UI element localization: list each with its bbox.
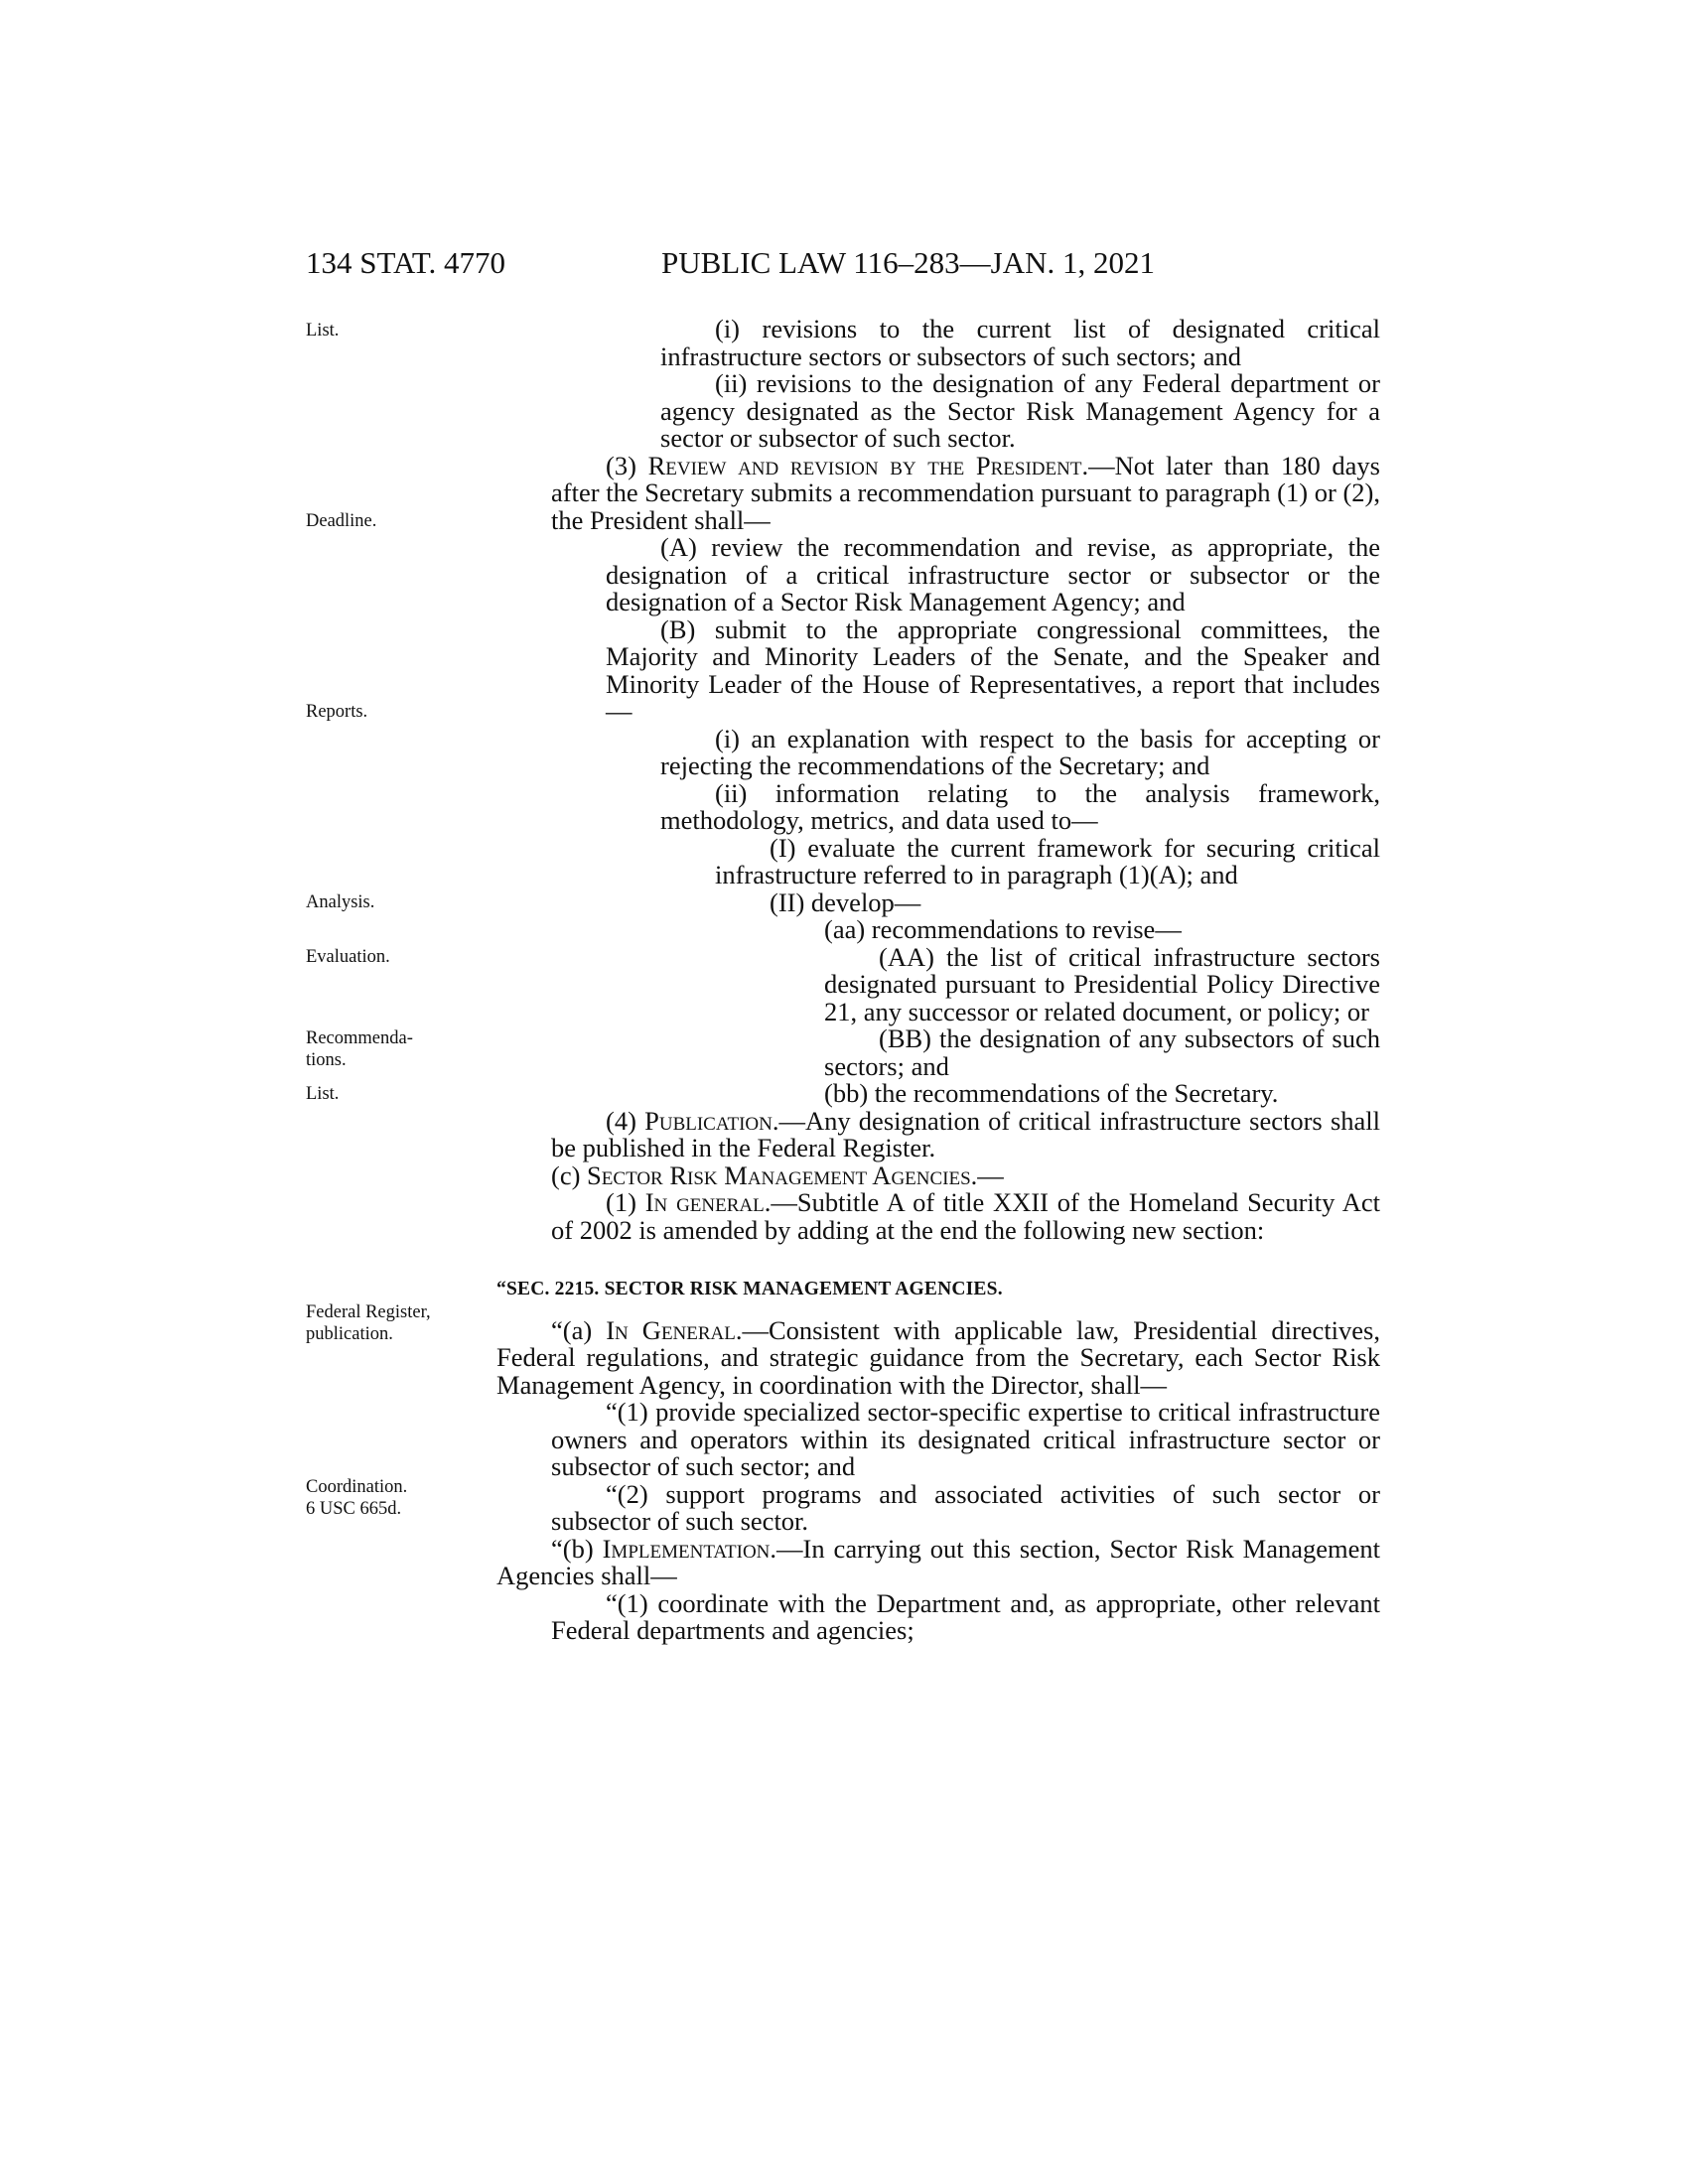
section-a-paragraph-2: “(2) support programs and associated activities of such sector or subsector of such sector.	[551, 1478, 1380, 1536]
section-subsection-b-number: “(b)	[551, 1533, 603, 1564]
page-law-title: PUBLIC LAW 116–283—JAN. 1, 2021	[661, 245, 1155, 280]
paragraph-3-number: (3)	[606, 450, 648, 480]
subsection-c	[551, 1162, 1380, 1190]
margin-note-recommendations: Recommenda- tions.	[306, 1028, 413, 1070]
margin-note-analysis: Analysis.	[306, 892, 375, 912]
section-subsection-b-text: —In carrying out this section, Sector Risk Management Agencies shall—	[496, 1533, 1380, 1590]
margin-note-federal-register: Federal Register, publication.	[306, 1302, 431, 1344]
subitem-AA: (AA) the list of critical infrastructure sectors designated pursuant to Presidential Policy Directive 21, any successor or related document, or policy; or	[824, 941, 1380, 1026]
paragraph-c1-number: (1)	[606, 1187, 645, 1217]
margin-note-reports: Reports.	[306, 702, 368, 722]
clause-3B-i: (i) an explanation with respect to the basis for accepting or rejecting the recommendations of the Secretary; and	[660, 723, 1380, 780]
subsection-c-number: (c)	[551, 1160, 588, 1190]
margin-note-coordination: Coordination. 6 USC 665d.	[306, 1477, 408, 1519]
paragraph-3-heading: Review and revision by the President.	[647, 450, 1089, 480]
paragraph-c1	[551, 1189, 1380, 1244]
margin-note-deadline: Deadline.	[306, 511, 377, 531]
subclause-I: (I) evaluate the current framework for securing critical infrastructure referred to in paragraph (1)(A); and	[715, 832, 1380, 889]
statute-body	[496, 316, 1380, 1645]
paragraph-4	[551, 1105, 1380, 1162]
margin-note-list-2: List.	[306, 1084, 340, 1104]
clause-b2-ii: (ii) revisions to the designation of any Federal department or agency designated as the Sector Risk Management Agency for a sector or subsector of such sector.	[660, 368, 1380, 453]
subitem-BB: (BB) the designation of any subsectors of such sectors; and	[824, 1024, 1380, 1081]
margin-note-list: List.	[306, 321, 340, 341]
subsection-c-text: —	[977, 1160, 1004, 1190]
page-stat-number: 134 STAT. 4770	[306, 245, 506, 280]
paragraph-c1-text: —Subtitle A of title XXII of the Homeland Security Act of 2002 is amended by adding at the end the following new section:	[551, 1187, 1380, 1245]
section-b-paragraph-1: “(1) coordinate with the Department and, as appropriate, other relevant Federal departments and agencies;	[551, 1587, 1380, 1645]
clause-b2-i: (i) revisions to the current list of designated critical infrastructure sectors or subsectors of such sectors; and	[660, 314, 1380, 371]
section-2215-heading: “SEC. 2215. SECTOR RISK MANAGEMENT AGENCIES.	[496, 1279, 1003, 1299]
subsection-c-heading: Sector Risk Management Agencies.	[587, 1160, 978, 1190]
paragraph-4-text: —Any designation of critical infrastructure sectors shall be published in the Federal Register.	[551, 1105, 1380, 1162]
section-a-paragraph-1: “(1) provide specialized sector-specific expertise to critical infrastructure owners and operators within its designated critical infrastructure sector or subsector of such sector; and	[551, 1397, 1380, 1481]
section-subsection-b	[496, 1533, 1380, 1590]
item-bb: (bb) the recommendations of the Secretary.	[824, 1078, 1279, 1108]
margin-note-evaluation: Evaluation.	[306, 947, 390, 967]
item-aa: (aa) recommendations to revise—	[824, 914, 1182, 944]
subclause-II: (II) develop—	[770, 887, 921, 917]
section-subsection-a-heading: In General.	[606, 1314, 743, 1345]
paragraph-3-text: —Not later than 180 days after the Secretary submits a recommendation pursuant to paragraph (1) or (2), the President shall—	[551, 450, 1380, 535]
section-subsection-a-number: “(a)	[551, 1314, 607, 1345]
section-subsection-a-text: —Consistent with applicable law, Presidential directives, Federal regulations, and strategic guidance from the Secretary, each Sector Risk Management Agency, in coordination with the Director, shall—	[496, 1314, 1380, 1400]
section-subsection-b-heading: Implementation.	[602, 1533, 777, 1564]
section-subsection-a	[496, 1314, 1380, 1400]
paragraph-c1-heading: In general.	[644, 1187, 772, 1217]
paragraph-4-heading: Publication.	[644, 1105, 779, 1136]
subparagraph-3B: (B) submit to the appropriate congressional committees, the Majority and Minority Leaders of the Senate, and the Speaker and Minority Leader of the House of Representatives, a report that includes—	[606, 614, 1380, 726]
clause-3B-ii: (ii) information relating to the analysis framework, methodology, metrics, and data used to—	[660, 777, 1380, 835]
paragraph-4-number: (4)	[606, 1105, 645, 1136]
paragraph-3	[551, 450, 1380, 535]
subparagraph-3A: (A) review the recommendation and revise, as appropriate, the designation of a critical infrastructure sector or subsector or the designation of a Sector Risk Management Agency; and	[606, 532, 1380, 616]
